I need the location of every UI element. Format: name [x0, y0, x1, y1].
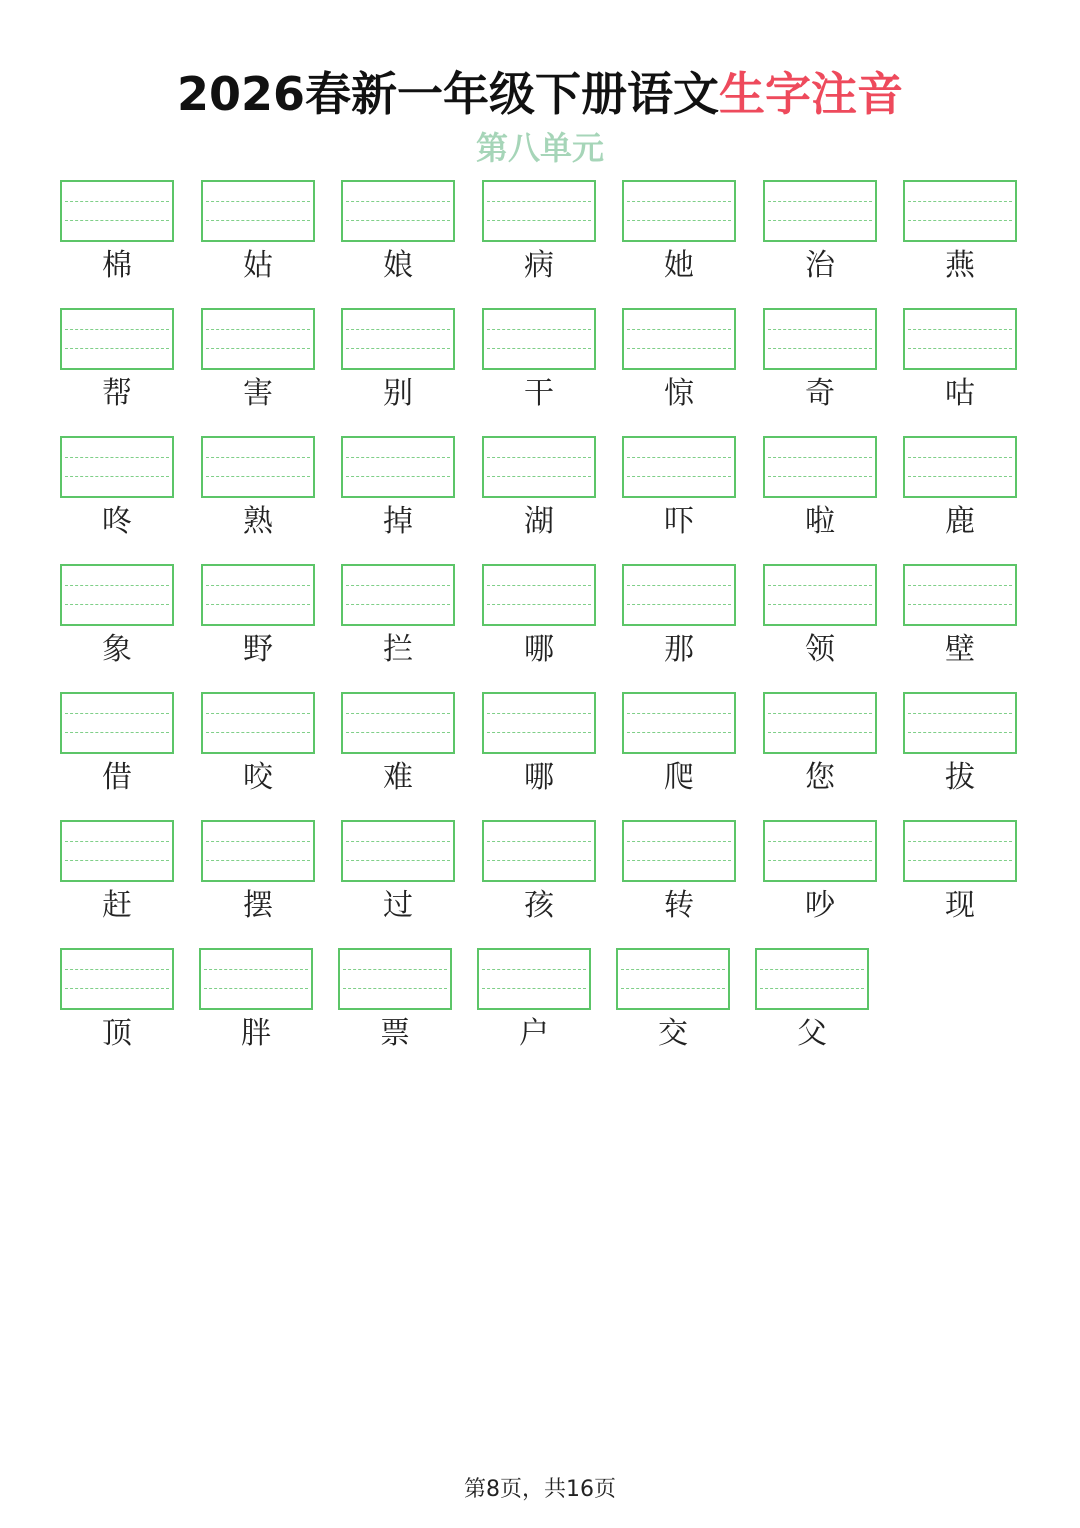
character-cell — [482, 308, 596, 428]
character-cell — [622, 308, 736, 428]
character-cell — [763, 692, 877, 812]
unit-subtitle: 第八单元 — [475, 129, 604, 167]
pinyin-writing-box[interactable] — [622, 436, 736, 498]
hanzi-character: 拦 — [383, 632, 413, 667]
character-cell — [763, 564, 877, 684]
character-cell — [903, 820, 1017, 940]
guide-line — [768, 604, 872, 605]
pinyin-writing-box[interactable] — [201, 436, 315, 498]
pinyin-writing-box[interactable] — [60, 564, 174, 626]
guide-line — [768, 860, 872, 861]
pinyin-writing-box[interactable] — [60, 948, 174, 1010]
pinyin-writing-box[interactable] — [60, 308, 174, 370]
guide-line — [206, 604, 310, 605]
guide-line — [487, 713, 591, 714]
hanzi-character: 壁 — [945, 632, 975, 667]
guide-line — [908, 713, 1012, 714]
character-row — [60, 948, 1020, 1076]
guide-line — [206, 841, 310, 842]
hanzi-character: 顶 — [102, 1016, 132, 1051]
character-cell — [60, 692, 174, 812]
guide-line — [346, 585, 450, 586]
guide-line — [908, 604, 1012, 605]
character-row — [60, 820, 1020, 948]
guide-line — [65, 585, 169, 586]
guide-line — [206, 329, 310, 330]
guide-line — [627, 841, 731, 842]
hanzi-character: 转 — [664, 888, 694, 923]
character-row — [60, 180, 1020, 308]
guide-line — [487, 585, 591, 586]
guide-line — [627, 604, 731, 605]
hanzi-character: 难 — [383, 760, 413, 795]
character-cell — [903, 308, 1017, 428]
guide-line — [204, 988, 308, 989]
guide-line — [768, 732, 872, 733]
hanzi-character: 棉 — [102, 248, 132, 283]
character-cell — [201, 564, 315, 684]
hanzi-character: 咕 — [945, 376, 975, 411]
pinyin-writing-box[interactable] — [622, 692, 736, 754]
hanzi-character: 湖 — [524, 504, 554, 539]
pinyin-writing-box[interactable] — [482, 564, 596, 626]
character-cell — [60, 564, 174, 684]
guide-line — [346, 604, 450, 605]
guide-line — [621, 969, 725, 970]
guide-line — [908, 732, 1012, 733]
guide-line — [768, 329, 872, 330]
guide-line — [908, 329, 1012, 330]
pinyin-writing-box[interactable] — [341, 180, 455, 242]
character-cell — [341, 692, 455, 812]
guide-line — [768, 457, 872, 458]
guide-line — [346, 732, 450, 733]
character-row — [60, 308, 1020, 436]
guide-line — [627, 457, 731, 458]
hanzi-character: 害 — [243, 376, 273, 411]
guide-line — [482, 969, 586, 970]
guide-line — [908, 585, 1012, 586]
guide-line — [65, 220, 169, 221]
guide-line — [768, 476, 872, 477]
guide-line — [908, 220, 1012, 221]
guide-line — [627, 329, 731, 330]
guide-line — [346, 860, 450, 861]
character-cell — [201, 436, 315, 556]
guide-line — [627, 860, 731, 861]
hanzi-character: 咬 — [243, 760, 273, 795]
pinyin-writing-box[interactable] — [482, 820, 596, 882]
character-cell — [622, 436, 736, 556]
guide-line — [65, 201, 169, 202]
pinyin-writing-box[interactable] — [341, 564, 455, 626]
guide-line — [487, 457, 591, 458]
page-indicator: 第8页，共16页 — [464, 1477, 616, 1502]
guide-line — [487, 604, 591, 605]
hanzi-character: 病 — [524, 248, 554, 283]
pinyin-writing-box[interactable] — [60, 820, 174, 882]
hanzi-character: 您 — [805, 760, 835, 795]
guide-line — [627, 348, 731, 349]
hanzi-character: 干 — [524, 376, 554, 411]
pinyin-writing-box[interactable] — [622, 564, 736, 626]
character-cell — [60, 820, 174, 940]
pinyin-writing-box[interactable] — [763, 820, 877, 882]
guide-line — [487, 220, 591, 221]
hanzi-character: 治 — [805, 248, 835, 283]
pinyin-writing-box[interactable] — [341, 820, 455, 882]
character-cell — [201, 692, 315, 812]
guide-line — [908, 860, 1012, 861]
character-row — [60, 564, 1020, 692]
pinyin-writing-box[interactable] — [903, 308, 1017, 370]
hanzi-character: 吓 — [664, 504, 694, 539]
character-cell — [477, 948, 591, 1068]
guide-line — [908, 201, 1012, 202]
guide-line — [206, 457, 310, 458]
character-cell — [622, 180, 736, 300]
guide-line — [908, 457, 1012, 458]
pinyin-writing-box[interactable] — [201, 692, 315, 754]
pinyin-writing-box[interactable] — [903, 436, 1017, 498]
hanzi-character: 哪 — [524, 760, 554, 795]
guide-line — [627, 585, 731, 586]
character-cell — [482, 692, 596, 812]
guide-line — [65, 476, 169, 477]
guide-line — [65, 732, 169, 733]
hanzi-character: 摆 — [243, 888, 273, 923]
guide-line — [768, 348, 872, 349]
guide-line — [65, 841, 169, 842]
pinyin-writing-box[interactable] — [477, 948, 591, 1010]
character-cell — [763, 308, 877, 428]
guide-line — [346, 713, 450, 714]
hanzi-character: 她 — [664, 248, 694, 283]
guide-line — [206, 585, 310, 586]
character-cell — [903, 564, 1017, 684]
title-main: 2026春新一年级下册语文 — [176, 67, 720, 121]
guide-line — [487, 201, 591, 202]
character-cell — [903, 180, 1017, 300]
guide-line — [65, 329, 169, 330]
guide-line — [627, 476, 731, 477]
hanzi-character: 咚 — [102, 504, 132, 539]
pinyin-writing-box[interactable] — [201, 180, 315, 242]
pinyin-writing-box[interactable] — [60, 180, 174, 242]
pinyin-writing-box[interactable] — [903, 692, 1017, 754]
character-cell — [60, 948, 174, 1068]
character-cell — [622, 820, 736, 940]
character-cell — [341, 436, 455, 556]
guide-line — [204, 969, 308, 970]
hanzi-character: 燕 — [945, 248, 975, 283]
hanzi-character: 票 — [380, 1016, 410, 1051]
guide-line — [908, 348, 1012, 349]
character-cell — [482, 436, 596, 556]
character-cell — [201, 308, 315, 428]
guide-line — [65, 713, 169, 714]
pinyin-writing-box[interactable] — [341, 692, 455, 754]
character-cell — [622, 564, 736, 684]
pinyin-writing-box[interactable] — [341, 308, 455, 370]
character-cell — [903, 436, 1017, 556]
hanzi-character: 父 — [797, 1016, 827, 1051]
guide-line — [768, 201, 872, 202]
pinyin-writing-box[interactable] — [755, 948, 869, 1010]
character-cell — [338, 948, 452, 1068]
guide-line — [621, 988, 725, 989]
guide-line — [65, 988, 169, 989]
pinyin-writing-box[interactable] — [338, 948, 452, 1010]
pinyin-writing-box[interactable] — [903, 820, 1017, 882]
pinyin-writing-box[interactable] — [482, 308, 596, 370]
hanzi-character: 象 — [102, 632, 132, 667]
character-cell — [763, 820, 877, 940]
guide-line — [346, 457, 450, 458]
hanzi-character: 领 — [805, 632, 835, 667]
pinyin-writing-box[interactable] — [201, 820, 315, 882]
pinyin-writing-box[interactable] — [201, 308, 315, 370]
guide-line — [908, 476, 1012, 477]
pinyin-writing-box[interactable] — [763, 436, 877, 498]
pinyin-writing-box[interactable] — [903, 564, 1017, 626]
character-cell — [482, 180, 596, 300]
pinyin-writing-box[interactable] — [763, 308, 877, 370]
guide-line — [65, 860, 169, 861]
pinyin-writing-box[interactable] — [622, 308, 736, 370]
guide-line — [760, 969, 864, 970]
guide-line — [768, 220, 872, 221]
guide-line — [65, 969, 169, 970]
guide-line — [760, 988, 864, 989]
guide-line — [346, 201, 450, 202]
character-cell — [482, 564, 596, 684]
pinyin-writing-box[interactable] — [482, 692, 596, 754]
pinyin-writing-box[interactable] — [60, 436, 174, 498]
guide-line — [346, 348, 450, 349]
pinyin-writing-box[interactable] — [199, 948, 313, 1010]
character-cell — [60, 180, 174, 300]
guide-line — [627, 201, 731, 202]
hanzi-character: 借 — [102, 760, 132, 795]
guide-line — [65, 348, 169, 349]
guide-line — [206, 860, 310, 861]
guide-line — [346, 220, 450, 221]
guide-line — [487, 860, 591, 861]
guide-line — [65, 457, 169, 458]
character-cell — [755, 948, 869, 1068]
pinyin-writing-box[interactable] — [201, 564, 315, 626]
guide-line — [206, 476, 310, 477]
hanzi-character: 那 — [664, 632, 694, 667]
hanzi-character: 现 — [945, 888, 975, 923]
guide-line — [487, 476, 591, 477]
hanzi-character: 爬 — [664, 760, 694, 795]
guide-line — [768, 713, 872, 714]
character-cell — [763, 180, 877, 300]
hanzi-character: 胖 — [241, 1016, 271, 1051]
guide-line — [487, 329, 591, 330]
pinyin-writing-box[interactable] — [482, 436, 596, 498]
hanzi-character: 惊 — [664, 376, 694, 411]
guide-line — [206, 201, 310, 202]
guide-line — [487, 348, 591, 349]
hanzi-character: 娘 — [383, 248, 413, 283]
guide-line — [627, 713, 731, 714]
pinyin-writing-box[interactable] — [60, 692, 174, 754]
hanzi-character: 过 — [383, 888, 413, 923]
guide-line — [487, 732, 591, 733]
character-cell — [341, 308, 455, 428]
hanzi-character: 野 — [243, 632, 273, 667]
hanzi-character: 奇 — [805, 376, 835, 411]
character-row — [60, 692, 1020, 820]
pinyin-writing-box[interactable] — [616, 948, 730, 1010]
hanzi-character: 交 — [658, 1016, 688, 1051]
pinyin-writing-box[interactable] — [763, 692, 877, 754]
guide-line — [627, 732, 731, 733]
character-cell — [903, 692, 1017, 812]
hanzi-character: 别 — [383, 376, 413, 411]
hanzi-character: 拔 — [945, 760, 975, 795]
pinyin-writing-box[interactable] — [763, 564, 877, 626]
guide-line — [487, 841, 591, 842]
guide-line — [482, 988, 586, 989]
hanzi-character: 孩 — [524, 888, 554, 923]
pinyin-writing-box[interactable] — [622, 820, 736, 882]
character-cell — [622, 692, 736, 812]
hanzi-character: 吵 — [805, 888, 835, 923]
hanzi-character: 户 — [519, 1016, 549, 1051]
guide-line — [908, 841, 1012, 842]
page-title — [0, 62, 1080, 126]
hanzi-character: 熟 — [243, 504, 273, 539]
character-cell — [341, 180, 455, 300]
hanzi-character: 鹿 — [945, 504, 975, 539]
hanzi-character: 啦 — [805, 504, 835, 539]
hanzi-character: 掉 — [383, 504, 413, 539]
guide-line — [346, 476, 450, 477]
character-row — [60, 436, 1020, 564]
guide-line — [343, 988, 447, 989]
guide-line — [627, 220, 731, 221]
hanzi-character: 哪 — [524, 632, 554, 667]
pinyin-writing-box[interactable] — [482, 180, 596, 242]
guide-line — [768, 841, 872, 842]
character-cell — [341, 564, 455, 684]
character-cell — [341, 820, 455, 940]
guide-line — [206, 732, 310, 733]
pinyin-writing-box[interactable] — [622, 180, 736, 242]
character-cell — [482, 820, 596, 940]
guide-line — [346, 329, 450, 330]
hanzi-character: 姑 — [243, 248, 273, 283]
guide-line — [206, 220, 310, 221]
character-cell — [201, 820, 315, 940]
character-cell — [616, 948, 730, 1068]
character-cell — [201, 180, 315, 300]
guide-line — [768, 585, 872, 586]
character-cell — [60, 308, 174, 428]
character-cell — [60, 436, 174, 556]
pinyin-writing-box[interactable] — [341, 436, 455, 498]
character-cell — [763, 436, 877, 556]
guide-line — [206, 713, 310, 714]
guide-line — [343, 969, 447, 970]
character-cell — [199, 948, 313, 1068]
pinyin-writing-box[interactable] — [763, 180, 877, 242]
hanzi-character: 帮 — [102, 376, 132, 411]
hanzi-character: 赶 — [102, 888, 132, 923]
guide-line — [346, 841, 450, 842]
guide-line — [65, 604, 169, 605]
title-accent: 生字注音 — [719, 67, 904, 121]
pinyin-writing-box[interactable] — [903, 180, 1017, 242]
guide-line — [206, 348, 310, 349]
